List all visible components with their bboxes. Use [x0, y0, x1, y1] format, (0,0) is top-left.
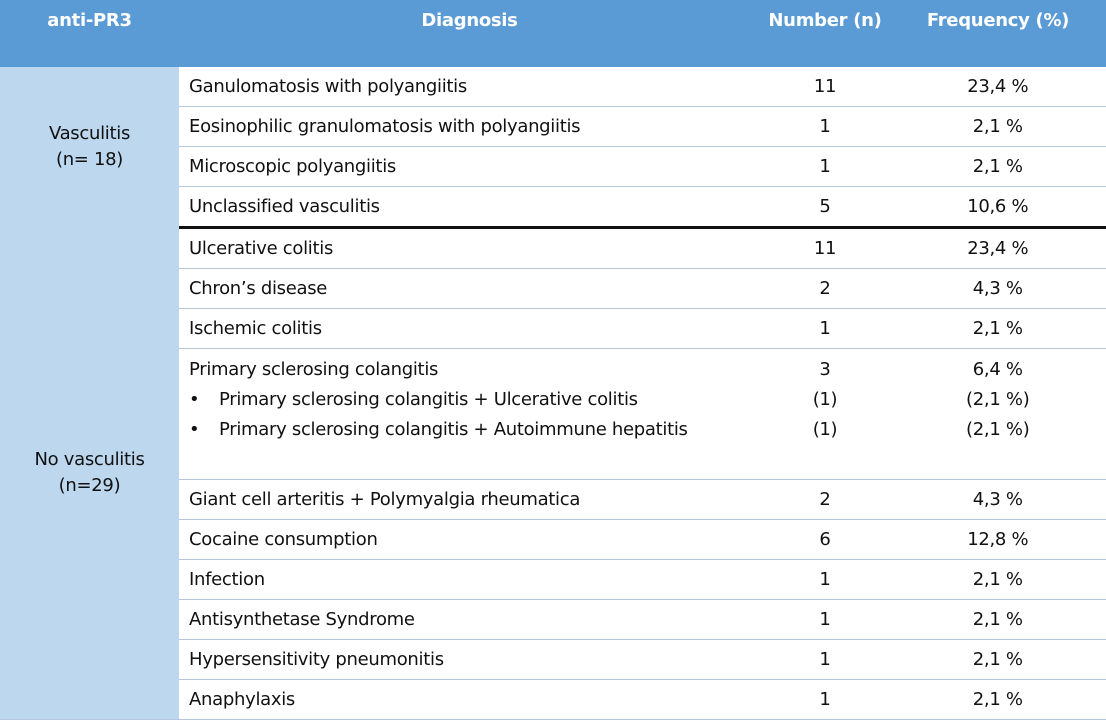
diagnosis-cell	[179, 67, 760, 107]
group-cell	[0, 228, 179, 720]
sub-diagnosis	[189, 385, 750, 415]
header-row	[0, 0, 1106, 67]
frequency-cell	[890, 349, 1106, 480]
number-text: 5	[819, 196, 831, 217]
number-text: 1	[819, 156, 831, 177]
frequency-text: 2,1 %	[972, 569, 1023, 590]
number-text: 3	[819, 359, 831, 380]
frequency-text: 2,1 %	[972, 609, 1023, 630]
diagnosis-cell	[179, 107, 760, 147]
number-cell	[760, 187, 890, 228]
number-text: 1	[819, 609, 831, 630]
number-cell	[760, 600, 890, 640]
sub-frequency: (2,1 %)	[966, 389, 1030, 410]
diagnosis-text: Ulcerative colitis	[189, 238, 334, 259]
number-text: 1	[819, 318, 831, 339]
frequency-cell	[890, 107, 1106, 147]
group-label: No vasculitis	[34, 449, 145, 471]
number-cell	[760, 269, 890, 309]
bullet-icon: •	[189, 389, 200, 410]
frequency-text: 10,6 %	[967, 196, 1029, 217]
frequency-text: 4,3 %	[972, 278, 1023, 299]
diagnosis-text: Microscopic polyangiitis	[189, 156, 396, 177]
diagnosis-cell	[179, 228, 760, 269]
number-cell	[760, 680, 890, 720]
header-diagnosis: Diagnosis	[179, 0, 760, 67]
diagnosis-text: Primary sclerosing colangitis	[189, 359, 439, 380]
number-cell	[760, 228, 890, 269]
frequency-cell	[890, 187, 1106, 228]
diagnosis-text: Unclassified vasculitis	[189, 196, 380, 217]
sub-frequency: (2,1 %)	[966, 419, 1030, 440]
frequency-cell	[890, 480, 1106, 520]
header-group: anti-PR3	[0, 0, 179, 67]
group-cell	[0, 67, 179, 228]
bullet-icon: •	[189, 419, 200, 440]
table-row	[0, 228, 1106, 269]
diagnosis-cell	[179, 680, 760, 720]
number-cell	[760, 640, 890, 680]
sub-diagnosis-text: Primary sclerosing colangitis + Autoimmune hepatitis	[219, 419, 688, 440]
table-row	[0, 67, 1106, 107]
number-cell	[760, 147, 890, 187]
frequency-cell	[890, 269, 1106, 309]
sub-diagnosis	[189, 415, 750, 445]
diagnosis-text: Eosinophilic granulomatosis with polyangiitis	[189, 116, 581, 137]
diagnosis-cell	[179, 560, 760, 600]
header-frequency: Frequency (%)	[890, 0, 1106, 67]
number-text: 1	[819, 649, 831, 670]
frequency-cell	[890, 67, 1106, 107]
diagnosis-text: Chron’s disease	[189, 278, 328, 299]
diagnosis-text: Antisynthetase Syndrome	[189, 609, 415, 630]
sub-diagnosis-text: Primary sclerosing colangitis + Ulcerative colitis	[219, 389, 638, 410]
number-text: 2	[819, 489, 831, 510]
diagnosis-cell	[179, 187, 760, 228]
number-cell	[760, 349, 890, 480]
group-label: Vasculitis	[48, 123, 131, 145]
number-text: 11	[813, 76, 837, 97]
header-number: Number (n)	[760, 0, 890, 67]
diagnosis-text: Hypersensitivity pneumonitis	[189, 649, 444, 670]
frequency-cell	[890, 147, 1106, 187]
diagnosis-cell	[179, 269, 760, 309]
number-text: 6	[819, 529, 831, 550]
number-cell	[760, 560, 890, 600]
diagnosis-cell	[179, 147, 760, 187]
number-cell	[760, 520, 890, 560]
number-text: 1	[819, 689, 831, 710]
diagnosis-cell	[179, 520, 760, 560]
group-count: (n=29)	[58, 475, 121, 497]
diagnosis-cell	[179, 480, 760, 520]
frequency-text: 2,1 %	[972, 116, 1023, 137]
number-text: 2	[819, 278, 831, 299]
frequency-cell	[890, 520, 1106, 560]
frequency-cell	[890, 600, 1106, 640]
diagnosis-text: Ischemic colitis	[189, 318, 322, 339]
frequency-text: 6,4 %	[972, 359, 1023, 380]
frequency-text: 23,4 %	[967, 76, 1029, 97]
frequency-cell	[890, 309, 1106, 349]
diagnosis-cell	[179, 600, 760, 640]
diagnosis-text: Giant cell arteritis + Polymyalgia rheumatica	[189, 489, 581, 510]
frequency-text: 12,8 %	[967, 529, 1029, 550]
sub-number: (1)	[812, 419, 838, 440]
frequency-cell	[890, 680, 1106, 720]
frequency-text: 2,1 %	[972, 318, 1023, 339]
diagnosis-cell	[179, 309, 760, 349]
frequency-cell	[890, 228, 1106, 269]
frequency-cell	[890, 560, 1106, 600]
sub-number: (1)	[812, 389, 838, 410]
frequency-text: 2,1 %	[972, 689, 1023, 710]
frequency-cell	[890, 640, 1106, 680]
frequency-text: 2,1 %	[972, 649, 1023, 670]
diagnosis-cell	[179, 640, 760, 680]
diagnosis-text: Cocaine consumption	[189, 529, 378, 550]
diagnosis-text: Infection	[189, 569, 265, 590]
frequency-text: 23,4 %	[967, 238, 1029, 259]
group-count: (n= 18)	[55, 149, 124, 171]
number-cell	[760, 67, 890, 107]
frequency-text: 2,1 %	[972, 156, 1023, 177]
number-text: 11	[813, 238, 837, 259]
diagnosis-cell	[179, 349, 760, 480]
diagnosis-text: Ganulomatosis with polyangiitis	[189, 76, 467, 97]
number-cell	[760, 309, 890, 349]
number-text: 1	[819, 569, 831, 590]
frequency-text: 4,3 %	[972, 489, 1023, 510]
number-text: 1	[819, 116, 831, 137]
number-cell	[760, 107, 890, 147]
diagnosis-text: Anaphylaxis	[189, 689, 296, 710]
number-cell	[760, 480, 890, 520]
